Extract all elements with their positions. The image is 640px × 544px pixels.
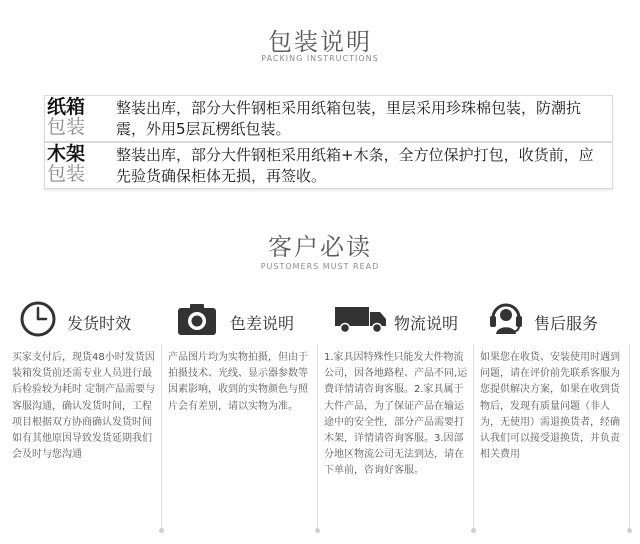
- packing-row-label-top: 纸箱: [47, 96, 86, 118]
- customers-subtitle: PUSTOMERS MUST READ: [260, 262, 380, 271]
- packing-table: [44, 95, 611, 187]
- packing-row-wood: [44, 142, 613, 189]
- column-divider: [161, 344, 162, 530]
- packing-row-carton: [44, 95, 613, 142]
- packing-row-label-top: 木架: [47, 143, 86, 165]
- column-divider: [629, 344, 630, 530]
- service-header-row: [0, 296, 640, 342]
- service-description: 1.家具因特殊性只能发大件物流公司，因各地路程、产品不同,运费详情请咨询客服。2.家具属于大件产品，为了保证产品在输运途中的安全性，部分产品需要打木架，详情请咨询客服。3.因部分地区物流公司无法到达，请在下单前，咨询好客服。: [324, 352, 468, 477]
- service-description: 产品图片均为实物拍摄，但由于拍摄技术、光线、显示器参数等因素影响，收到的实物颜色与照片会有差别，请以实物为准。: [168, 352, 308, 412]
- column-divider: [473, 344, 474, 530]
- service-column-aftersale: [480, 344, 630, 530]
- packing-row-label-bottom: 包装: [47, 116, 86, 138]
- packing-row-text: 整装出库，部分大件钢柜采用纸箱+木条，全方位保护打包，收货前，应先验货确保柜体无损，再签收。: [116, 146, 594, 185]
- service-column-delivery: [12, 344, 162, 530]
- service-name: 发货时效: [67, 314, 132, 333]
- packing-row-label: [47, 97, 93, 137]
- column-divider: [317, 344, 318, 530]
- packing-row-label-bottom: 包装: [47, 163, 86, 185]
- service-description: 如果您在收货、安装使用时遇到问题，请在评价前先联系客服为您提供解决方案，如果在收到货物后，发现有质量问题（非人为，无使用）需退换货者，经确认我们可以接受退换货，并负责相关费用: [480, 352, 620, 461]
- service-column-logistics: [324, 344, 474, 530]
- packing-title: 包装说明: [268, 28, 372, 56]
- service-column-color: [168, 344, 318, 530]
- customers-title: 客户必读: [268, 233, 372, 261]
- service-name: 物流说明: [394, 314, 459, 333]
- headset-icon: [489, 298, 523, 340]
- packing-row-label: [47, 144, 93, 184]
- service-name: 售后服务: [534, 314, 599, 333]
- service-name: 色差说明: [230, 314, 295, 333]
- service-description: 买家支付后，现货48小时发货因装箱发货前还需专业人员进行最后检验较为耗时 定制产品需要与客服沟通，确认发货时间，工程项目根据双方协商确认发货时间如有其他原因导致发货延期我们会及时与您沟通: [12, 352, 156, 461]
- clock-icon: [19, 300, 57, 342]
- packing-row-text: 整装出库，部分大件钢柜采用纸箱包装，里层采用珍珠棉包装，防潮抗震，外用5层瓦楞纸包装。: [116, 99, 582, 138]
- camera-icon: [177, 302, 217, 340]
- packing-subtitle: PACKING INSTRUCTIONS: [261, 54, 379, 63]
- truck-icon: [334, 305, 388, 337]
